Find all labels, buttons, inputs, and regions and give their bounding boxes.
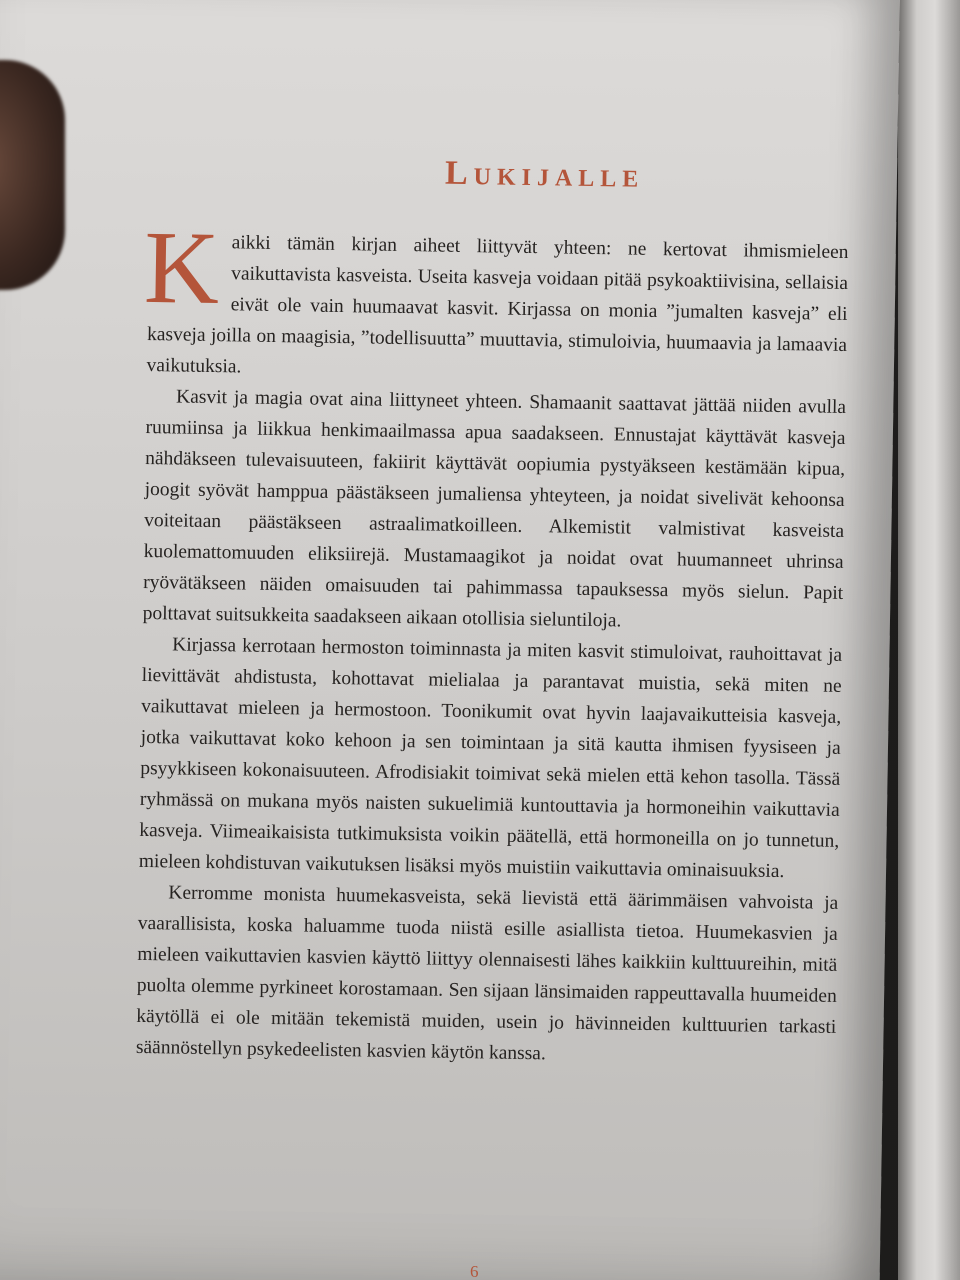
page-number: 6	[470, 1262, 479, 1280]
paragraph-3: Kirjassa kerrotaan hermoston toiminnasta ja miten kasvit stimuloivat, rauhoittavat ja lievittävät ahdistusta, kohottavat mielialaa ja parantavat muistia, sekä miten ne vaikuttavat mieleen ja hermostoon. Toonikumit ovat hyvin laajavaikutteisia kasveja, jotka vaikuttavat koko kehoon ja sen toimintaan ja sitä kautta ihmisen fyysiseen ja psyykkiseen kokonaisuuteen. Afrodisiakit toimivat sekä mielen että kehon tasolla. Tässä ryhmässä on mukana myös naisten sukuelimiä kuntouttavia ja hormoneihin vaikuttavia kasveja. Viimeaikaisista tutkimuksista voikin päätellä, että hormoneilla on jo tunnetun, mieleen kohdistuvan vaikutuksen lisäksi myös muistiin vaikuttavia ominaisuuksia.	[138, 634, 843, 883]
paragraph-1-text: aikki tämän kirjan aiheet liittyvät yhteen: ne kertovat ihmismieleen vaikuttavista kasveista. Useita kasveja voidaan pitää psykoaktiivisina, sellaisia eivät ole vain huumaavat kasvit. Kirjassa on monia ”jumalten kasveja” eli kasveja joilla on maagisia, ”todellisuutta” muuttavia, stimuloivia, huumaavia ja lamaavia vaikutuksia.	[146, 232, 849, 378]
page-content	[136, 150, 850, 1074]
next-page-edge	[898, 0, 960, 1280]
paragraph-4: Kerromme monista huumekasveista, sekä lievistä että äärimmäisen vahvoista ja vaarallisista, koska haluamme tuoda niistä esille asiallista tietoa. Huumekasvien ja mieleen vaikuttavien kasvien käyttö liittyy olennaisesti lähes kaikkiin kulttuureihin, mitä puolta olemme pyrkineet korostamaan. Sen sijaan länsimaiden rappeuttavalla huumeiden käytöllä ei ole mitään tekemistä muiden, usein jo hävinneiden kulttuurien tarkasti säännöstellyn psykedeelisten kasvien käytön kanssa.	[135, 882, 839, 1065]
chapter-title: Lukijalle	[444, 154, 645, 195]
paragraph-2: Kasvit ja magia ovat aina liittyneet yhteen. Shamaanit saattavat jättää niiden avulla ruumiinsa ja liikkua henkimaailmassa apua saadakseen. Ennustajat käyttävät kasveja nähdäkseen tulevaisuuteen, fakiirit käyttävät oopiumia pystyäkseen kestämään kipua, joogit syövät hamppua päästäkseen jumaliensa yhteyteen, ja noidat sivelivät kehoonsa voiteitaan päästäkseen astraalimatkoilleen. Alkemistit valmistivat kasveista kuolemattomuuden eliksiirejä. Mustamaagikot ja noidat ovat huumanneet uhrinsa ryövätäkseen näiden omaisuuden tai pahimmassa tapauksessa myös sielun. Papit polttavat suitsukkeita saadakseen aikaan otollisia sieluntiloja.	[142, 386, 847, 632]
paragraph-1	[143, 209, 849, 392]
thumb	[0, 60, 65, 290]
drop-cap: K	[143, 209, 221, 327]
